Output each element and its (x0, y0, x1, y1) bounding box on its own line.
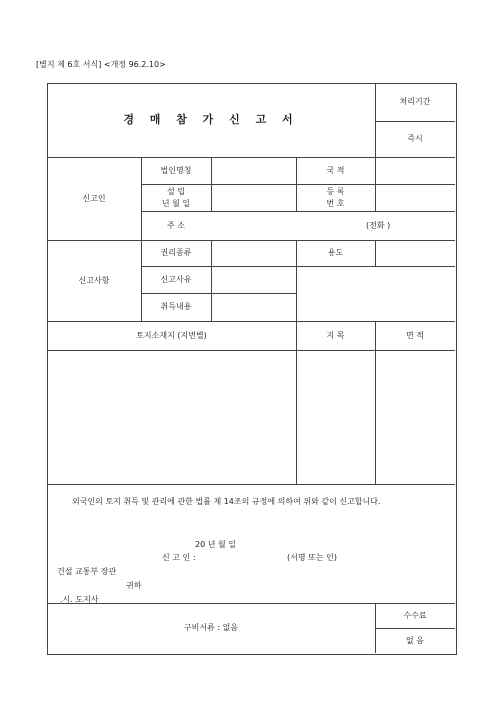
fee-label: 수수료 (403, 611, 427, 620)
land-category-label: 지 목 (326, 331, 345, 340)
right-type-label: 권리종류 (160, 248, 192, 257)
declaration-text: 외국인의 토지 취득 및 관리에 관한 법률 제 14조의 규정에 의하여 위와 같이 신고합니다. (72, 497, 381, 506)
form-title: 경 매 참 가 신 고 서 (123, 113, 299, 126)
phone-label: (전화 ) (366, 221, 391, 230)
signature-hint: (서명 또는 인) (287, 553, 337, 562)
acquisition-details-label: 취득내용 (160, 302, 192, 311)
required-documents: 구비서류 : 없음 (183, 623, 239, 632)
use-label: 용도 (327, 248, 344, 257)
recipient-governor: .시. 도지사 (60, 595, 99, 604)
nationality-label: 국 적 (326, 166, 345, 175)
reporter-section-label: 신고인 (82, 194, 106, 203)
registration-label-line1: 등 록 (326, 187, 345, 196)
processing-period-label: 처리기간 (399, 97, 431, 106)
form-header: [별지 제 6호 서식] <개정 96.2.10> (36, 60, 166, 69)
honorific: 귀하 (126, 581, 142, 590)
report-date-line: 20 년 월 일 (195, 540, 236, 549)
recipient-minister: 건설 교통부 장관 (57, 567, 117, 576)
report-items-section-label: 신고사항 (78, 276, 110, 285)
land-area-label: 면 적 (406, 331, 424, 340)
signer-label: 신 고 인 : (162, 553, 196, 562)
established-label-line1: 설 립 (167, 187, 185, 196)
fee-value: 없 음 (406, 636, 424, 645)
corp-name-label: 법인명칭 (160, 166, 192, 175)
processing-period-value: 즉시 (407, 134, 423, 143)
established-label-line2: 년 월 일 (161, 199, 191, 208)
address-label: 주 소 (167, 221, 185, 230)
land-location-label: 토지소재지 (지번별) (136, 331, 207, 340)
report-reason-label: 신고사유 (160, 275, 192, 284)
registration-label-line2: 번 호 (326, 199, 345, 208)
